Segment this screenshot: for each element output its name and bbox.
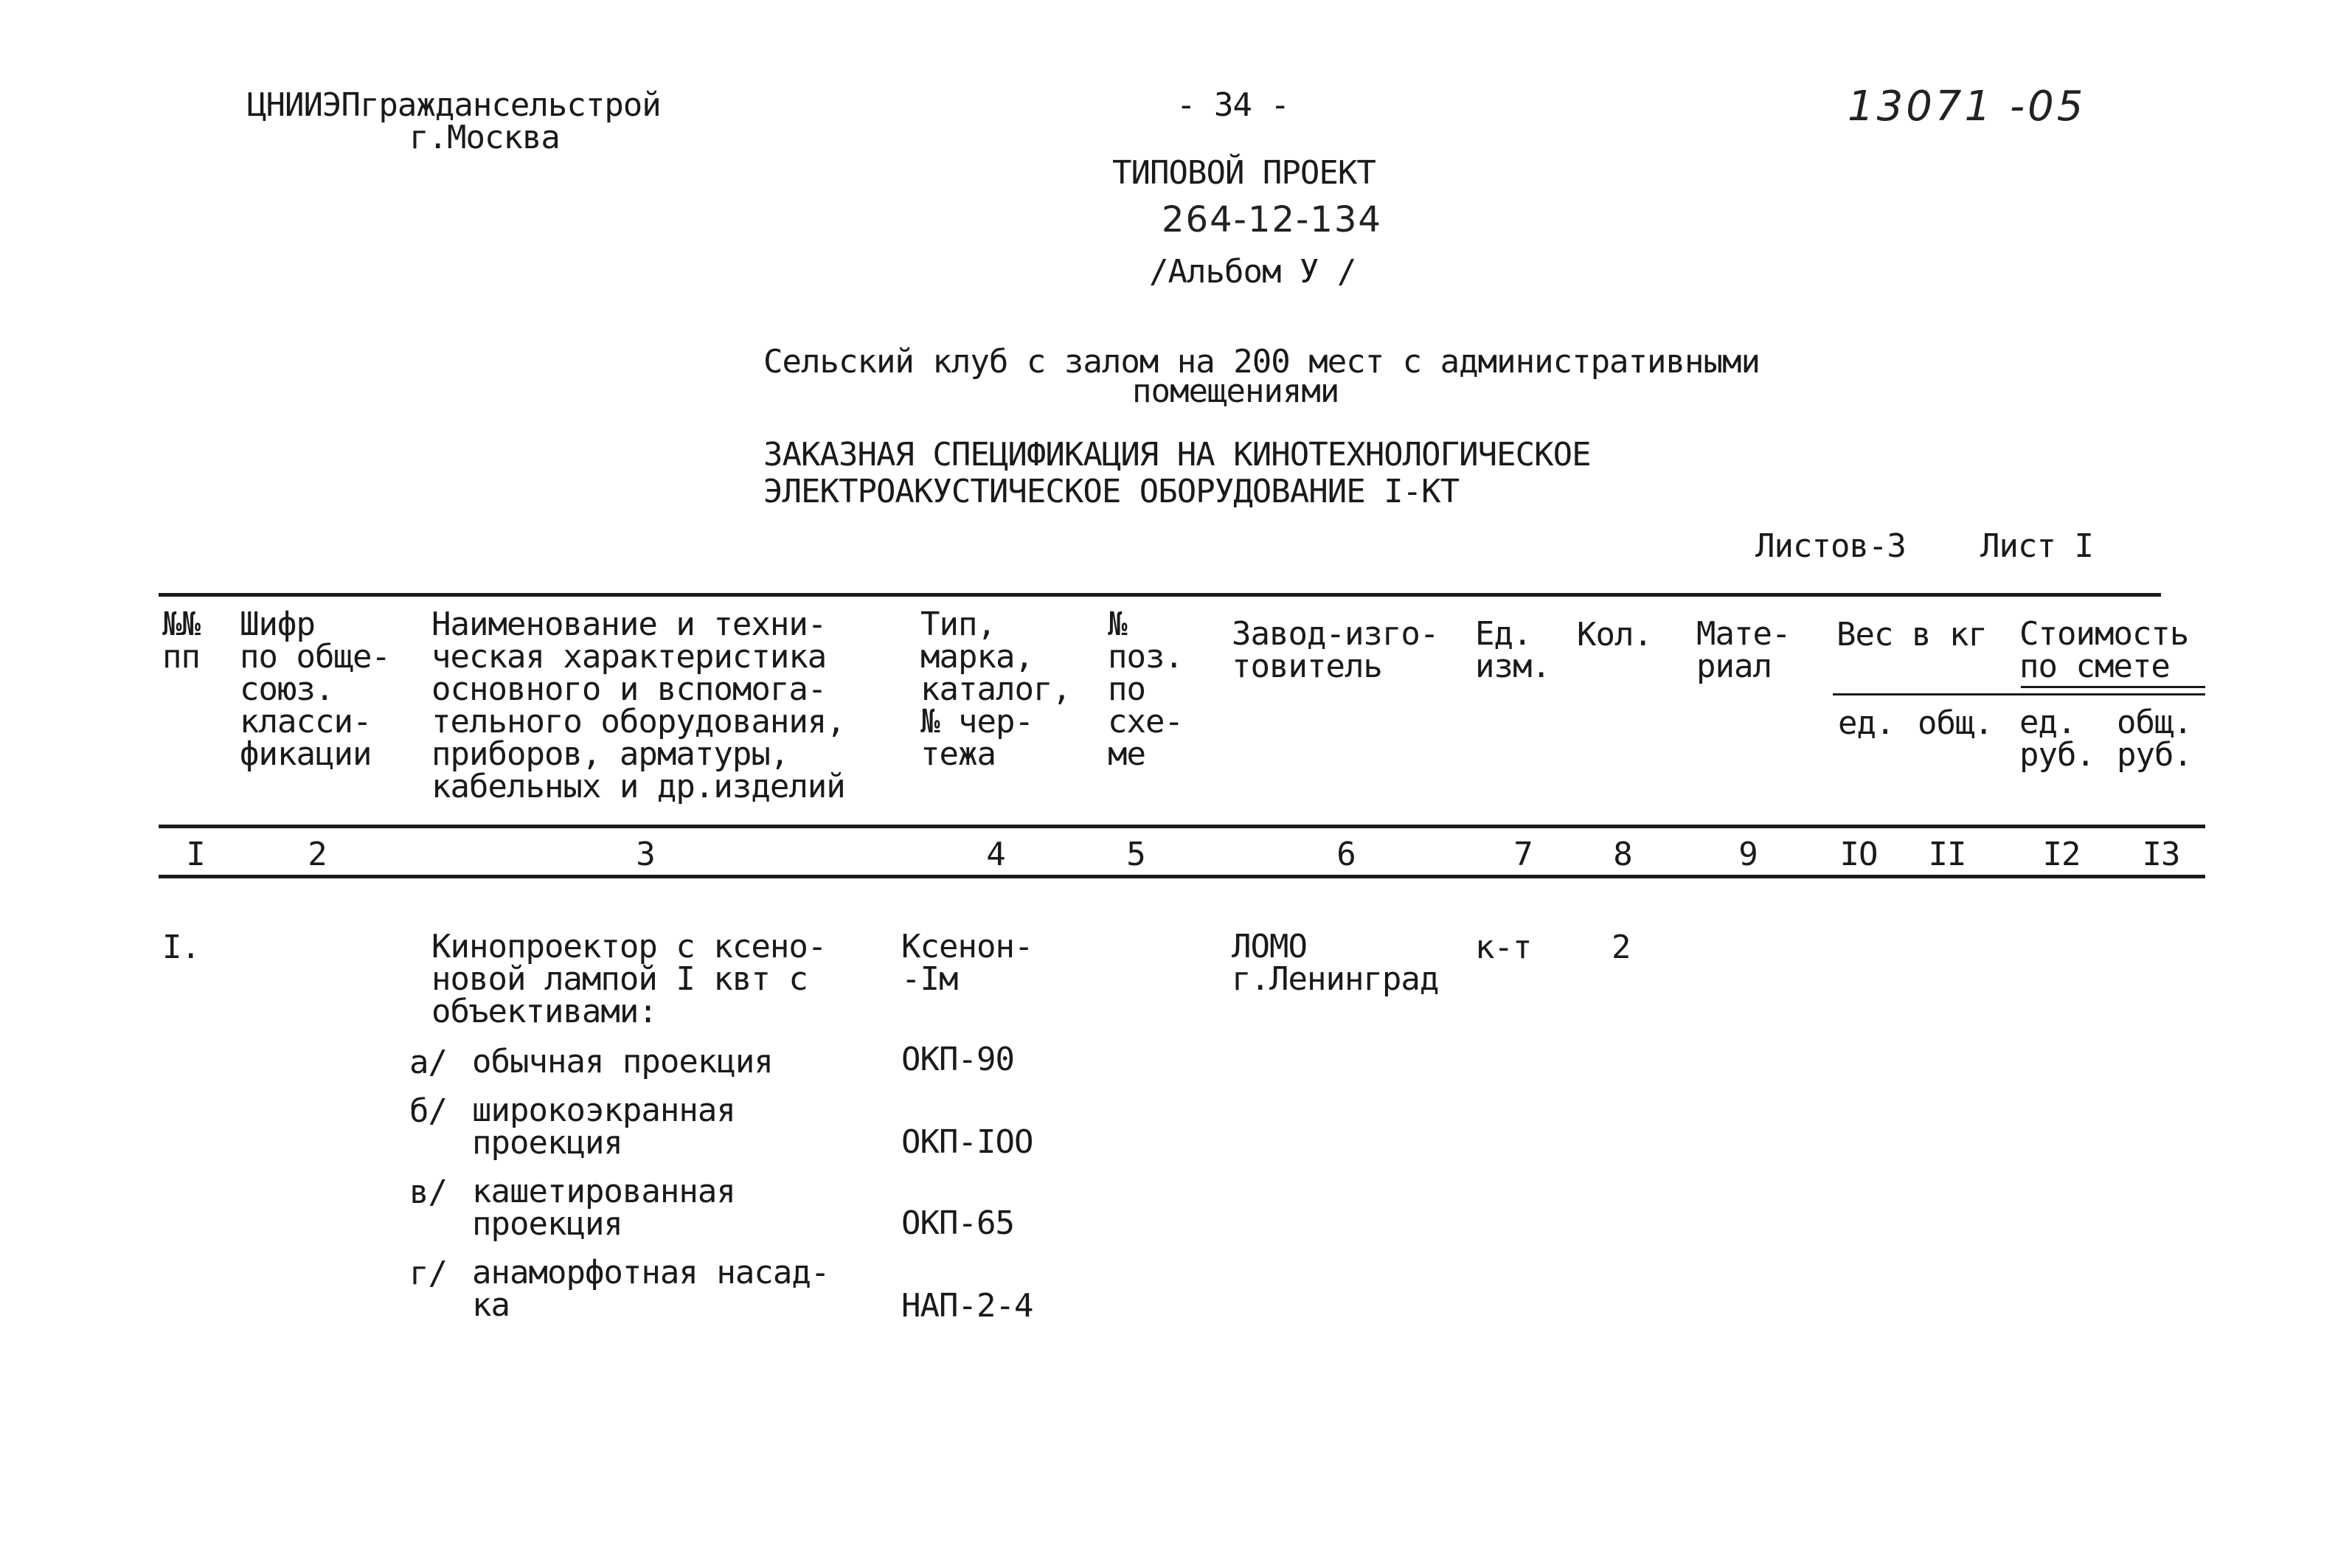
column-number: IO (1839, 836, 1878, 873)
header-bottom-rule (159, 825, 2205, 828)
header-cost-group: Стоимость по смете (2019, 615, 2189, 685)
header-weight-unit: ед. (1838, 704, 1895, 742)
column-number: 8 (1613, 836, 1632, 873)
row-unit: к-т (1475, 929, 1532, 966)
subitem-text: широкоэкранная проекция (472, 1092, 735, 1162)
column-number: 6 (1336, 836, 1356, 873)
row-quantity: 2 (1612, 929, 1631, 966)
subitem-letter: г/ (409, 1255, 447, 1292)
organization-name: ЦНИИЭПграждансельстрой (247, 86, 661, 124)
header-cost-total: общ. руб. (2117, 704, 2192, 774)
object-title-line2: помещениями (1132, 372, 1339, 410)
subitem-letter: б/ (409, 1092, 447, 1130)
subitem-type: ОКП-90 (901, 1041, 1014, 1078)
spec-title-line1: ЗАКАЗНАЯ СПЕЦИФИКАЦИЯ НА КИНОТЕХНОЛОГИЧЕСКОЕ (763, 436, 1591, 473)
header-item-description: Наименование и техни- ческая характеристика основного и вспомога- тельного оборудования, приборов, арматуры, кабельных и др.изделий (431, 606, 845, 805)
row-number: I. (162, 929, 200, 966)
header-weight-group: Вес в кг (1836, 616, 1987, 653)
row-item-description: Кинопроектор с ксено- новой лампой I квт с объективами: (431, 928, 827, 1030)
header-classification-code: Шифр по обще- союз. класси- фикации (240, 606, 390, 773)
header-unit: Ед. изм. (1475, 615, 1550, 685)
subitem-letter: в/ (409, 1173, 447, 1211)
header-scheme-position: № поз. по схе- ме (1108, 606, 1183, 773)
column-number: 3 (636, 836, 655, 873)
header-quantity: Кол. (1577, 616, 1652, 653)
column-numbers-rule (159, 875, 2205, 878)
header-manufacturer: Завод-изго- товитель (1232, 615, 1439, 685)
row-type-mark: Ксенон- -Iм (901, 928, 1033, 998)
sheets-total: Листов-3 (1755, 527, 1906, 565)
subitem-text: кашетированная проекция (472, 1173, 735, 1243)
weight-cost-subrule (1833, 693, 2205, 695)
column-number: 2 (308, 836, 327, 873)
subitem-letter: а/ (409, 1044, 447, 1081)
column-number: 7 (1513, 836, 1533, 873)
table-top-rule (159, 593, 2161, 597)
header-row-number: №№ пп (162, 606, 200, 676)
column-number: 9 (1738, 836, 1758, 873)
column-number: 5 (1126, 836, 1145, 873)
column-number: I2 (2042, 836, 2081, 873)
subitem-type: ОКП-IOO (901, 1123, 1033, 1161)
column-number: I3 (2142, 836, 2180, 873)
organization-city: г.Москва (409, 119, 560, 156)
album-label: /Альбом У / (1149, 253, 1356, 291)
header-cost-unit: ед. руб. (2019, 704, 2095, 774)
document-number: 13071 -05 (1848, 83, 2086, 131)
project-code: 264-12-134 (1162, 199, 1382, 240)
header-material: Мате- риал (1696, 615, 1791, 685)
cost-group-underline (2021, 686, 2205, 688)
row-manufacturer: ЛОМО г.Ленинград (1232, 928, 1439, 998)
subitem-text: обычная проекция (472, 1043, 773, 1080)
page-number: - 34 - (1176, 86, 1289, 124)
project-type: ТИПОВОЙ ПРОЕКТ (1112, 154, 1376, 192)
sheet-current: Лист I (1980, 527, 2093, 565)
column-number: I (186, 836, 205, 873)
subitem-type: ОКП-65 (901, 1204, 1014, 1242)
column-number: 4 (986, 836, 1005, 873)
subitem-text: анаморфотная насад- ка (472, 1254, 830, 1324)
column-number: II (1928, 836, 1966, 873)
subitem-type: НАП-2-4 (901, 1287, 1033, 1325)
spec-title-line2: ЭЛЕКТРОАКУСТИЧЕСКОЕ ОБОРУДОВАНИЕ I-КТ (763, 473, 1460, 510)
header-type-mark: Тип, марка, каталог, № чер- тежа (920, 606, 1071, 773)
object-title-line1: Сельский клуб с залом на 200 мест с административными (763, 343, 1760, 381)
header-weight-total: общ. (1918, 704, 1993, 742)
